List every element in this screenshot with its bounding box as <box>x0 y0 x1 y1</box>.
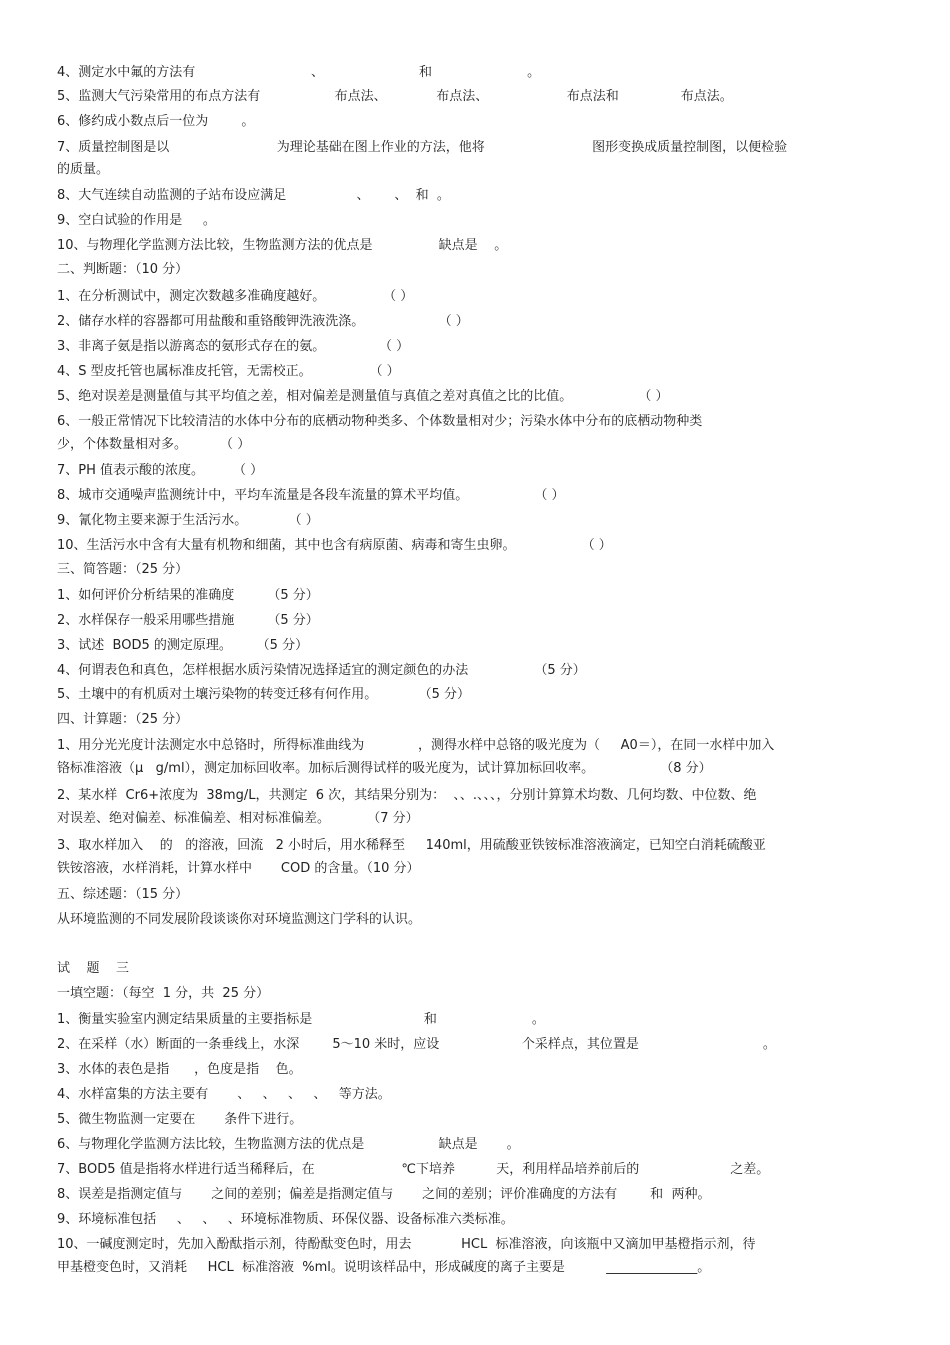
text-line: 5、监测大气污染常用的布点方法有 布点法、 布点法、 布点法和 布点法。 <box>57 89 733 104</box>
text-line: 4、何谓表色和真色，怎样根据水质污染情况选择适宜的测定颜色的办法 （5 分） <box>57 663 586 678</box>
text-line: 3、试述 BOD5 的测定原理。 （5 分） <box>57 638 309 653</box>
text-line: 的质量。 <box>57 162 110 177</box>
exam-title: 试 题 三 <box>57 961 130 976</box>
text-line: 9、环境标准包括 、 、 、环境标准物质、环保仪器、设备标准六类标准。 <box>57 1212 514 1227</box>
text-line: 5、绝对误差是测量值与其平均值之差，相对偏差是测量值与真值之差对真值之比的比值。 （ ） <box>57 389 669 404</box>
text-line: 6、一般正常情况下比较清洁的水体中分布的底栖动物种类多、个体数量相对少；污染水体中分布的底栖动物种类 <box>57 414 703 429</box>
text-line: 9、氰化物主要来源于生活污水。 （ ） <box>57 513 319 528</box>
text-line: 4、测定水中氟的方法有 、 和 。 <box>57 65 541 80</box>
text-line: 1、在分析测试中，测定次数越多准确度越好。 （ ） <box>57 289 414 304</box>
section-heading: 五、综述题：（15 分） <box>57 887 189 902</box>
text-line: 9、空白试验的作用是 。 <box>57 213 216 228</box>
text-line: 从环境监测的不同发展阶段谈谈你对环境监测这门学科的认识。 <box>57 912 422 927</box>
section-heading: 一填空题：（每空 1 分，共 25 分） <box>57 986 270 1001</box>
section-heading: 四、计算题：（25 分） <box>57 712 189 727</box>
text-line: 10、与物理化学监测方法比较，生物监测方法的优点是 缺点是 。 <box>57 238 508 253</box>
text-line: 5、土壤中的有机质对土壤污染物的转变迁移有何作用。 （5 分） <box>57 687 470 702</box>
text-line: 7、BOD5 值是指将水样进行适当稀释后，在 ℃下培养 天，利用样品培养前后的 之差。 <box>57 1162 770 1177</box>
text-line: 2、储存水样的容器都可用盐酸和重铬酸钾洗液洗涤。 （ ） <box>57 314 469 329</box>
text-line: 甲基橙变色时，又消耗 HCL 标准溶液 %ml。说明该样品中，形成碱度的离子主要是 ______________。 <box>57 1260 711 1275</box>
text-line: 6、修约成小数点后一位为 。 <box>57 114 255 129</box>
text-line: 10、生活污水中含有大量有机物和细菌，其中也含有病原菌、病毒和寄生虫卵。 （ ） <box>57 538 612 553</box>
text-line: 7、PH 值表示酸的浓度。 （ ） <box>57 463 264 478</box>
text-line: 1、衡量实验室内测定结果质量的主要指标是 和 。 <box>57 1012 545 1027</box>
text-line: 8、城市交通噪声监测统计中，平均车流量是各段车流量的算术平均值。 （ ） <box>57 488 565 503</box>
text-line: 8、误差是指测定值与 之间的差别；偏差是指测定值与 之间的差别；评价准确度的方法有 和 两种。 <box>57 1187 711 1202</box>
text-line: 少，个体数量相对多。 （ ） <box>57 437 251 452</box>
text-line: 对误差、绝对偏差、标准偏差、相对标准偏差。 （7 分） <box>57 811 419 826</box>
text-line: 1、如何评价分析结果的准确度 （5 分） <box>57 588 319 603</box>
text-line: 2、水样保存一般采用哪些措施 （5 分） <box>57 613 319 628</box>
text-line: 6、与物理化学监测方法比较，生物监测方法的优点是 缺点是 。 <box>57 1137 520 1152</box>
text-line: 铁铵溶液，水样消耗，计算水样中 COD 的含量。（10 分） <box>57 861 420 876</box>
text-line: 4、水样富集的方法主要有 、 、 、 、 等方法。 <box>57 1087 391 1102</box>
text-line: 3、取水样加入 的 的溶液，回流 2 小时后，用水稀释至 140ml，用硫酸亚铁铵标准溶液滴定，已知空白消耗硫酸亚 <box>57 838 766 853</box>
text-line: 7、质量控制图是以 为理论基础在图上作业的方法，他将 图形变换成质量控制图，以便检验 <box>57 140 788 155</box>
text-line: 8、大气连续自动监测的子站布设应满足 、 、 和 。 <box>57 188 450 203</box>
section-heading: 二、判断题：（10 分） <box>57 262 189 277</box>
text-line: 3、水体的表色是指 ，色度是指 色。 <box>57 1062 302 1077</box>
text-line: 10、一碱度测定时，先加入酚酞指示剂，待酚酞变色时，用去 HCL 标准溶液，向该瓶中又滴加甲基橙指示剂，待 <box>57 1237 756 1252</box>
text-line: 1、用分光光度计法测定水中总铬时，所得标准曲线为 ，测得水样中总铬的吸光度为（ A0＝），在同一水样中加入 <box>57 738 775 753</box>
text-line: 4、S 型皮托管也属标准皮托管，无需校正。 （ ） <box>57 364 400 379</box>
text-line: 2、在采样（水）断面的一条垂线上，水深 5～10 米时，应设 个采样点，其位置是 。 <box>57 1037 776 1052</box>
text-line: 2、某水样 Cr6+浓度为 38mg/L，共测定 6 次，其结果分别为： 、、.、、、，分别计算算术均数、几何均数、中位数、绝 <box>57 788 757 803</box>
text-line: 铬标准溶液（μ g/ml），测定加标回收率。加标后测得试样的吸光度为，试计算加标回收率。 （8 分） <box>57 761 712 776</box>
section-heading: 三、简答题：（25 分） <box>57 562 189 577</box>
text-line: 3、非离子氨是指以游离态的氨形式存在的氨。 （ ） <box>57 339 410 354</box>
text-line: 5、微生物监测一定要在 条件下进行。 <box>57 1112 303 1127</box>
